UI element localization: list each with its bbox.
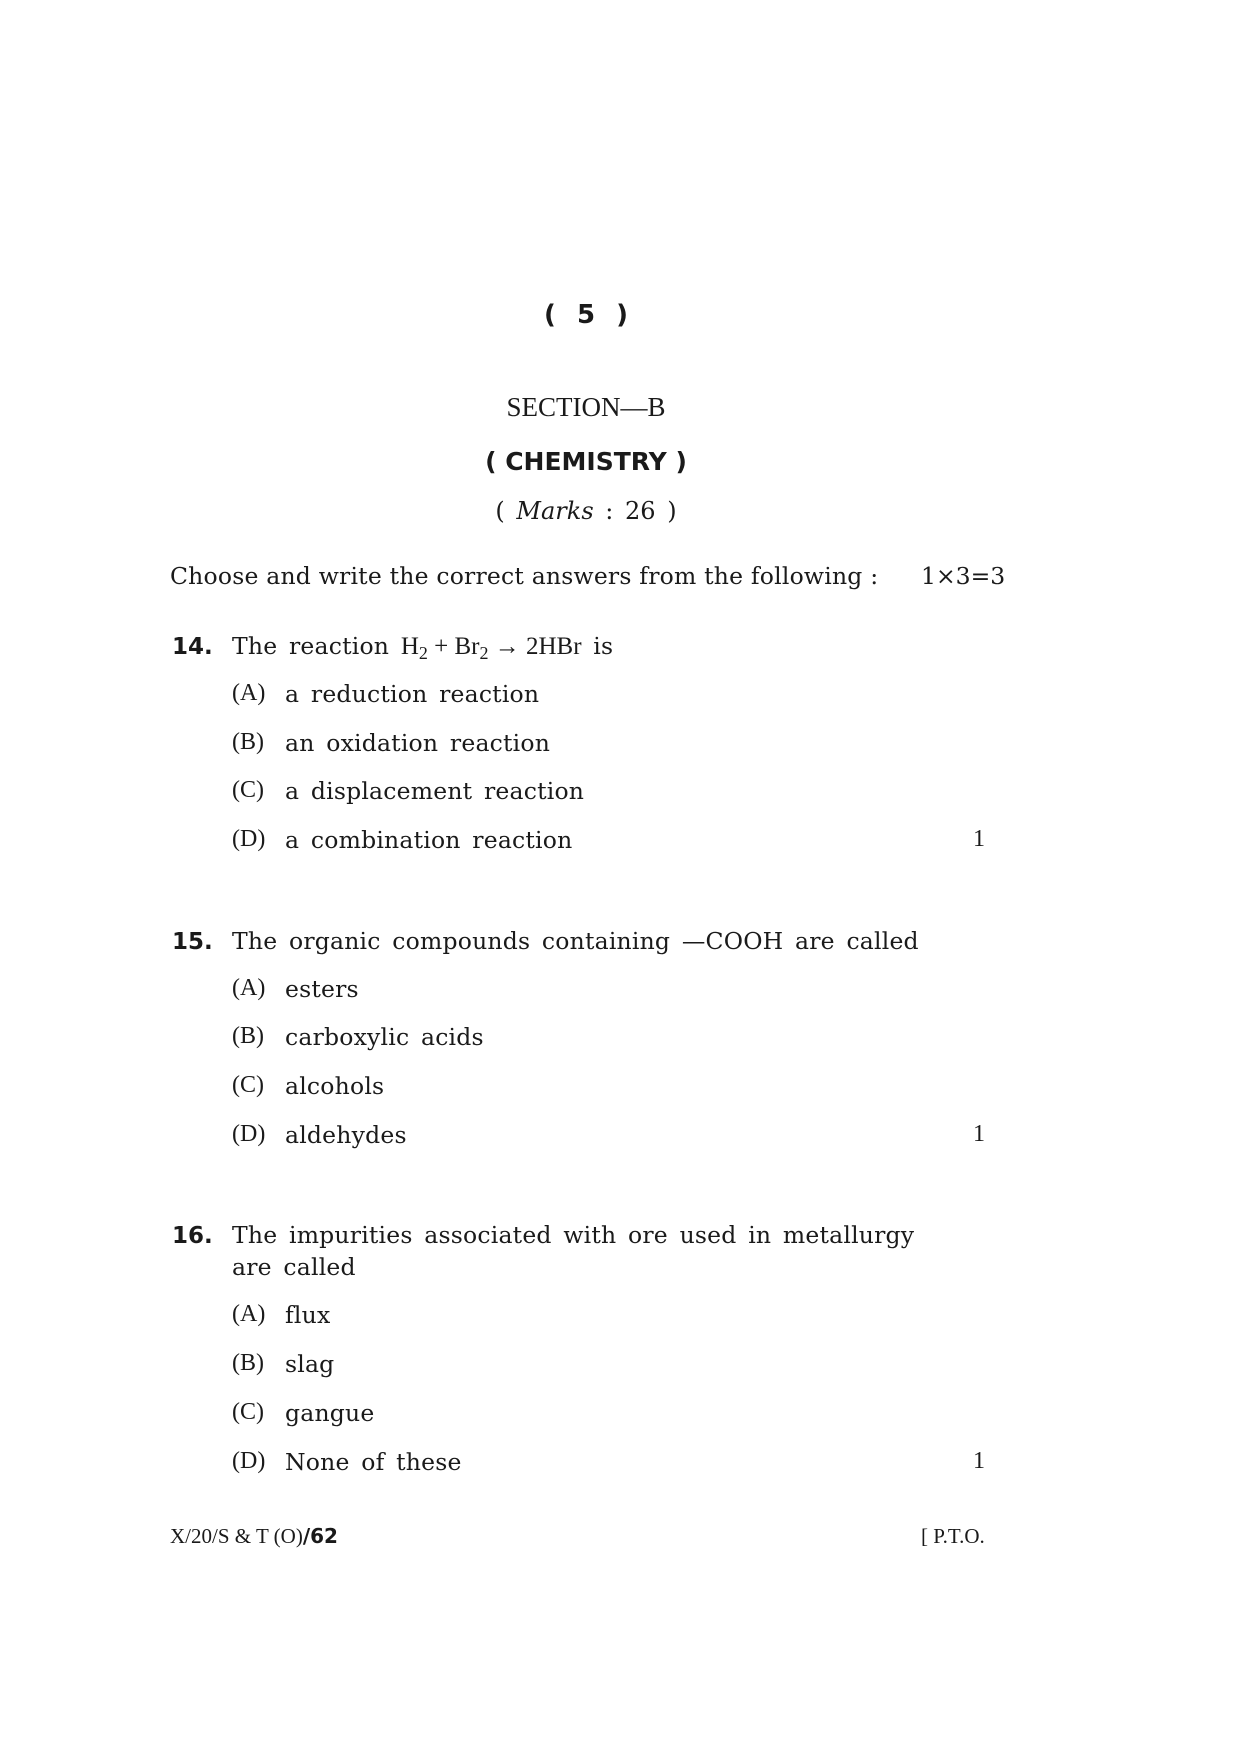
- question-marks: 1: [973, 1448, 985, 1474]
- option-letter: (B): [232, 1023, 264, 1049]
- product: 2HBr: [526, 633, 582, 660]
- question-marks: 1: [973, 1121, 985, 1147]
- option-text: a combination reaction: [285, 826, 573, 854]
- option-text: slag: [285, 1350, 335, 1378]
- option-letter: (B): [232, 1350, 264, 1376]
- question-text-line-1: The impurities associated with ore used in metallurgy: [232, 1221, 915, 1249]
- option-letter: (A): [232, 680, 266, 706]
- chemical-equation: [400, 633, 582, 663]
- please-turn-over: [ P.T.O.: [921, 1524, 985, 1548]
- option-text: a reduction reaction: [285, 680, 540, 708]
- option-letter: (D): [232, 1121, 266, 1147]
- option-letter: (A): [232, 1301, 266, 1327]
- paper-code-suffix: /62: [302, 1524, 338, 1548]
- section-title: SECTION—B: [506, 392, 666, 422]
- marks-separator: :: [605, 497, 614, 525]
- option-text: aldehydes: [285, 1121, 407, 1149]
- subject-title: ( CHEMISTRY ): [485, 447, 687, 476]
- option-text: gangue: [285, 1399, 375, 1427]
- option-letter: (C): [232, 1399, 264, 1425]
- question-number: 15.: [172, 929, 213, 955]
- paper-code: [170, 1524, 338, 1549]
- question-text-before: The reaction: [232, 632, 390, 660]
- question-text-line-2: are called: [232, 1253, 356, 1281]
- option-letter: (C): [232, 1072, 264, 1098]
- marks-close-paren: ): [667, 497, 677, 525]
- marks-value: 26: [625, 497, 656, 525]
- instruction-text: Choose and write the correct answers from the following :: [170, 562, 879, 590]
- instruction-marks: 1×3=3: [921, 562, 1006, 590]
- bromine-subscript: 2: [479, 643, 489, 663]
- option-text: a displacement reaction: [285, 777, 585, 805]
- option-letter: (D): [232, 826, 266, 852]
- question-number: 14.: [172, 634, 213, 660]
- option-text: flux: [285, 1301, 331, 1329]
- option-text: esters: [285, 975, 359, 1003]
- option-text: an oxidation reaction: [285, 729, 551, 757]
- option-letter: (D): [232, 1448, 266, 1474]
- question-text: The organic compounds containing —COOH are called: [232, 927, 919, 955]
- question-marks: 1: [973, 826, 985, 852]
- bromine-symbol: Br: [454, 633, 480, 660]
- option-letter: (A): [232, 975, 266, 1001]
- question-number: 16.: [172, 1223, 213, 1249]
- marks-label: Marks: [516, 497, 594, 525]
- option-text: carboxylic acids: [285, 1023, 484, 1051]
- question-text: [232, 632, 613, 661]
- option-text: alcohols: [285, 1072, 385, 1100]
- question-text-after: is: [593, 632, 614, 660]
- marks-open-paren: (: [495, 497, 505, 525]
- hydrogen-subscript: 2: [418, 643, 428, 663]
- option-letter: (C): [232, 777, 264, 803]
- page-number: ( 5 ): [544, 300, 628, 330]
- reaction-arrow: →: [494, 633, 520, 660]
- paper-code-prefix: X/20/S & T (O): [170, 1524, 303, 1548]
- option-text: None of these: [285, 1448, 462, 1476]
- plus-sign: +: [434, 633, 449, 660]
- option-letter: (B): [232, 729, 264, 755]
- section-marks: [0, 497, 1172, 525]
- hydrogen-symbol: H: [400, 633, 419, 660]
